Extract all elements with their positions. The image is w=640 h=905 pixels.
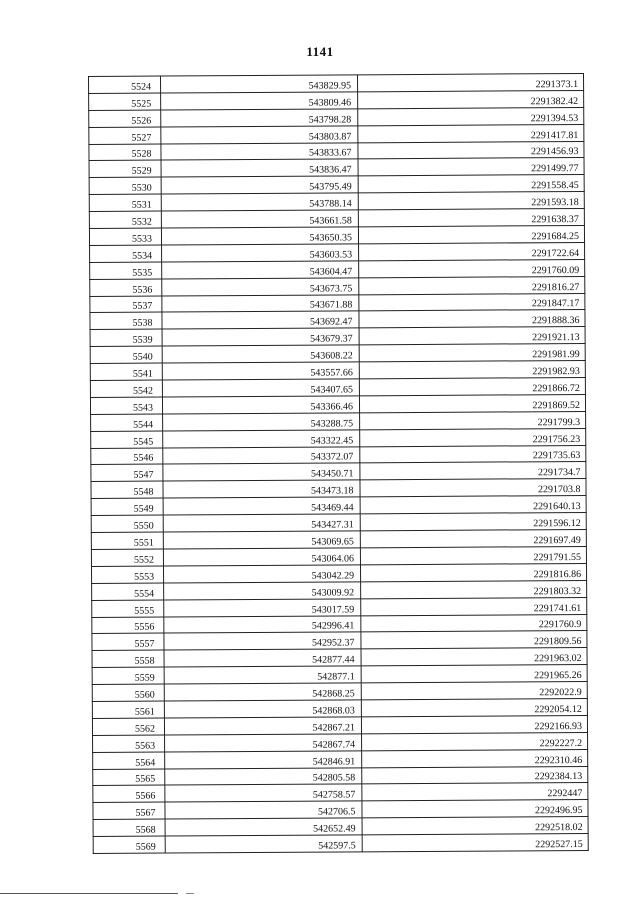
x-coordinate-cell: 542846.91: [165, 750, 362, 768]
coordinates-table: [88, 73, 589, 854]
table-row: [93, 834, 588, 854]
y-coordinate-cell: 2291373.1: [357, 73, 583, 91]
row-number-cell: 5530: [89, 177, 161, 194]
y-coordinate-cell: 2291394.53: [358, 107, 584, 125]
x-coordinate-cell: 543288.75: [163, 413, 360, 431]
y-coordinate-cell: 2292518.02: [362, 817, 588, 835]
y-coordinate-cell: 2291558.45: [358, 175, 584, 193]
row-number-cell: 5533: [89, 228, 161, 245]
x-coordinate-cell: 543788.14: [161, 193, 358, 211]
row-number-cell: 5563: [93, 735, 165, 752]
coordinates-table-container: [88, 73, 588, 854]
x-coordinate-cell: 542597.5: [165, 835, 362, 853]
row-number-cell: 5528: [89, 144, 161, 161]
x-coordinate-cell: 543833.67: [161, 142, 358, 160]
row-number-cell: 5549: [91, 498, 163, 515]
row-number-cell: 5564: [93, 752, 165, 769]
y-coordinate-cell: 2291760.09: [359, 259, 585, 277]
y-coordinate-cell: 2291791.55: [360, 546, 586, 564]
row-number-cell: 5534: [90, 245, 162, 262]
y-coordinate-cell: 2291499.77: [358, 158, 584, 176]
y-coordinate-cell: 2291703.8: [360, 479, 586, 497]
y-coordinate-cell: 2291869.52: [359, 394, 585, 412]
y-coordinate-cell: 2291982.93: [359, 361, 585, 379]
x-coordinate-cell: 543803.87: [161, 126, 358, 144]
x-coordinate-cell: 542758.57: [165, 784, 362, 802]
y-coordinate-cell: 2291803.32: [361, 580, 587, 598]
y-coordinate-cell: 2291456.93: [358, 141, 584, 159]
y-coordinate-cell: 2291847.17: [359, 293, 585, 311]
x-coordinate-cell: 543692.47: [162, 311, 359, 329]
y-coordinate-cell: 2291593.18: [358, 192, 584, 210]
y-coordinate-cell: 2292527.15: [362, 834, 588, 852]
y-coordinate-cell: 2291799.3: [360, 411, 586, 429]
x-coordinate-cell: 542996.41: [164, 615, 361, 633]
x-coordinate-cell: 543798.28: [161, 109, 358, 127]
row-number-cell: 5566: [93, 785, 165, 802]
x-coordinate-cell: 542867.74: [165, 734, 362, 752]
row-number-cell: 5539: [90, 329, 162, 346]
y-coordinate-cell: 2291684.25: [358, 225, 584, 243]
x-coordinate-cell: 543069.65: [163, 531, 360, 549]
y-coordinate-cell: 2291866.72: [359, 377, 585, 395]
row-number-cell: 5569: [93, 836, 165, 853]
row-number-cell: 5565: [93, 769, 165, 786]
row-number-cell: 5525: [89, 93, 161, 110]
row-number-cell: 5554: [92, 583, 164, 600]
x-coordinate-cell: 542706.5: [165, 801, 362, 819]
y-coordinate-cell: 2291888.36: [359, 310, 585, 328]
y-coordinate-cell: 2291638.37: [358, 209, 584, 227]
x-coordinate-cell: 543557.66: [162, 362, 359, 380]
row-number-cell: 5524: [89, 76, 161, 93]
y-coordinate-cell: 2291756.23: [360, 428, 586, 446]
row-number-cell: 5532: [89, 211, 161, 228]
x-coordinate-cell: 542952.37: [164, 632, 361, 650]
row-number-cell: 5553: [91, 566, 163, 583]
y-coordinate-cell: 2292447: [362, 783, 588, 801]
row-number-cell: 5543: [90, 397, 162, 414]
row-number-cell: 5546: [91, 448, 163, 465]
row-number-cell: 5544: [91, 414, 163, 431]
row-number-cell: 5560: [92, 684, 164, 701]
y-coordinate-cell: 2291722.64: [359, 242, 585, 260]
y-coordinate-cell: 2291963.02: [361, 648, 587, 666]
footer-mark: [186, 893, 194, 894]
page-number: 1141: [306, 44, 334, 59]
y-coordinate-cell: 2291382.42: [358, 90, 584, 108]
y-coordinate-cell: 2292054.12: [361, 698, 587, 716]
y-coordinate-cell: 2292166.93: [361, 715, 587, 733]
y-coordinate-cell: 2291741.61: [361, 597, 587, 615]
row-number-cell: 5537: [90, 296, 162, 313]
row-number-cell: 5538: [90, 313, 162, 330]
row-number-cell: 5531: [89, 194, 161, 211]
y-coordinate-cell: 2291735.63: [360, 445, 586, 463]
x-coordinate-cell: 542877.1: [164, 666, 361, 684]
y-coordinate-cell: 2291816.27: [359, 276, 585, 294]
y-coordinate-cell: 2292022.9: [361, 682, 587, 700]
x-coordinate-cell: 543809.46: [161, 92, 358, 110]
y-coordinate-cell: 2291809.56: [361, 631, 587, 649]
row-number-cell: 5568: [93, 819, 165, 836]
x-coordinate-cell: 543679.37: [162, 328, 359, 346]
y-coordinate-cell: 2291965.26: [361, 665, 587, 683]
x-coordinate-cell: 543322.45: [163, 430, 360, 448]
x-coordinate-cell: 543009.92: [164, 582, 361, 600]
x-coordinate-cell: 543829.95: [161, 75, 358, 93]
x-coordinate-cell: 543608.22: [162, 345, 359, 363]
x-coordinate-cell: 543473.18: [163, 480, 360, 498]
x-coordinate-cell: 543407.65: [162, 379, 359, 397]
y-coordinate-cell: 2292384.13: [362, 766, 588, 784]
row-number-cell: 5552: [91, 549, 163, 566]
x-coordinate-cell: 543603.53: [162, 244, 359, 262]
row-number-cell: 5527: [89, 127, 161, 144]
x-coordinate-cell: 542868.03: [164, 700, 361, 718]
row-number-cell: 5548: [91, 481, 163, 498]
x-coordinate-cell: 542867.21: [164, 717, 361, 735]
x-coordinate-cell: 543042.29: [163, 565, 360, 583]
y-coordinate-cell: 2291640.13: [360, 496, 586, 514]
y-coordinate-cell: 2292496.95: [362, 800, 588, 818]
row-number-cell: 5551: [91, 532, 163, 549]
row-number-cell: 5555: [92, 600, 164, 617]
footer-rule: [0, 893, 178, 894]
x-coordinate-cell: 543661.58: [161, 210, 358, 228]
x-coordinate-cell: 543673.75: [162, 278, 359, 296]
x-coordinate-cell: 543604.47: [162, 261, 359, 279]
x-coordinate-cell: 543427.31: [163, 514, 360, 532]
x-coordinate-cell: 543017.59: [164, 598, 361, 616]
y-coordinate-cell: 2291734.7: [360, 462, 586, 480]
y-coordinate-cell: 2291417.81: [358, 124, 584, 142]
y-coordinate-cell: 2292310.46: [362, 749, 588, 767]
x-coordinate-cell: 543836.47: [161, 159, 358, 177]
row-number-cell: 5536: [90, 279, 162, 296]
row-number-cell: 5529: [89, 161, 161, 178]
row-number-cell: 5558: [92, 650, 164, 667]
row-number-cell: 5535: [90, 262, 162, 279]
x-coordinate-cell: 543372.07: [163, 446, 360, 464]
row-number-cell: 5556: [92, 617, 164, 634]
y-coordinate-cell: 2291816.86: [360, 563, 586, 581]
row-number-cell: 5562: [92, 718, 164, 735]
x-coordinate-cell: 543671.88: [162, 294, 359, 312]
row-number-cell: 5561: [92, 701, 164, 718]
y-coordinate-cell: 2291596.12: [360, 513, 586, 531]
y-coordinate-cell: 2291921.13: [359, 327, 585, 345]
row-number-cell: 5545: [91, 431, 163, 448]
x-coordinate-cell: 543650.35: [161, 227, 358, 245]
x-coordinate-cell: 542805.58: [165, 767, 362, 785]
y-coordinate-cell: 2291697.49: [360, 530, 586, 548]
row-number-cell: 5559: [92, 667, 164, 684]
coordinates-table-body: [89, 73, 589, 853]
x-coordinate-cell: 543795.49: [161, 176, 358, 194]
row-number-cell: 5540: [90, 346, 162, 363]
x-coordinate-cell: 543064.06: [163, 548, 360, 566]
y-coordinate-cell: 2291981.99: [359, 344, 585, 362]
x-coordinate-cell: 543450.71: [163, 463, 360, 481]
x-coordinate-cell: 542877.44: [164, 649, 361, 667]
y-coordinate-cell: 2291760.9: [361, 614, 587, 632]
row-number-cell: 5526: [89, 110, 161, 127]
x-coordinate-cell: 543366.46: [162, 396, 359, 414]
row-number-cell: 5550: [91, 515, 163, 532]
row-number-cell: 5557: [92, 633, 164, 650]
row-number-cell: 5547: [91, 465, 163, 482]
row-number-cell: 5567: [93, 802, 165, 819]
x-coordinate-cell: 542652.49: [165, 818, 362, 836]
x-coordinate-cell: 542868.25: [164, 683, 361, 701]
row-number-cell: 5542: [90, 380, 162, 397]
y-coordinate-cell: 2292227.2: [362, 732, 588, 750]
row-number-cell: 5541: [90, 363, 162, 380]
x-coordinate-cell: 543469.44: [163, 497, 360, 515]
